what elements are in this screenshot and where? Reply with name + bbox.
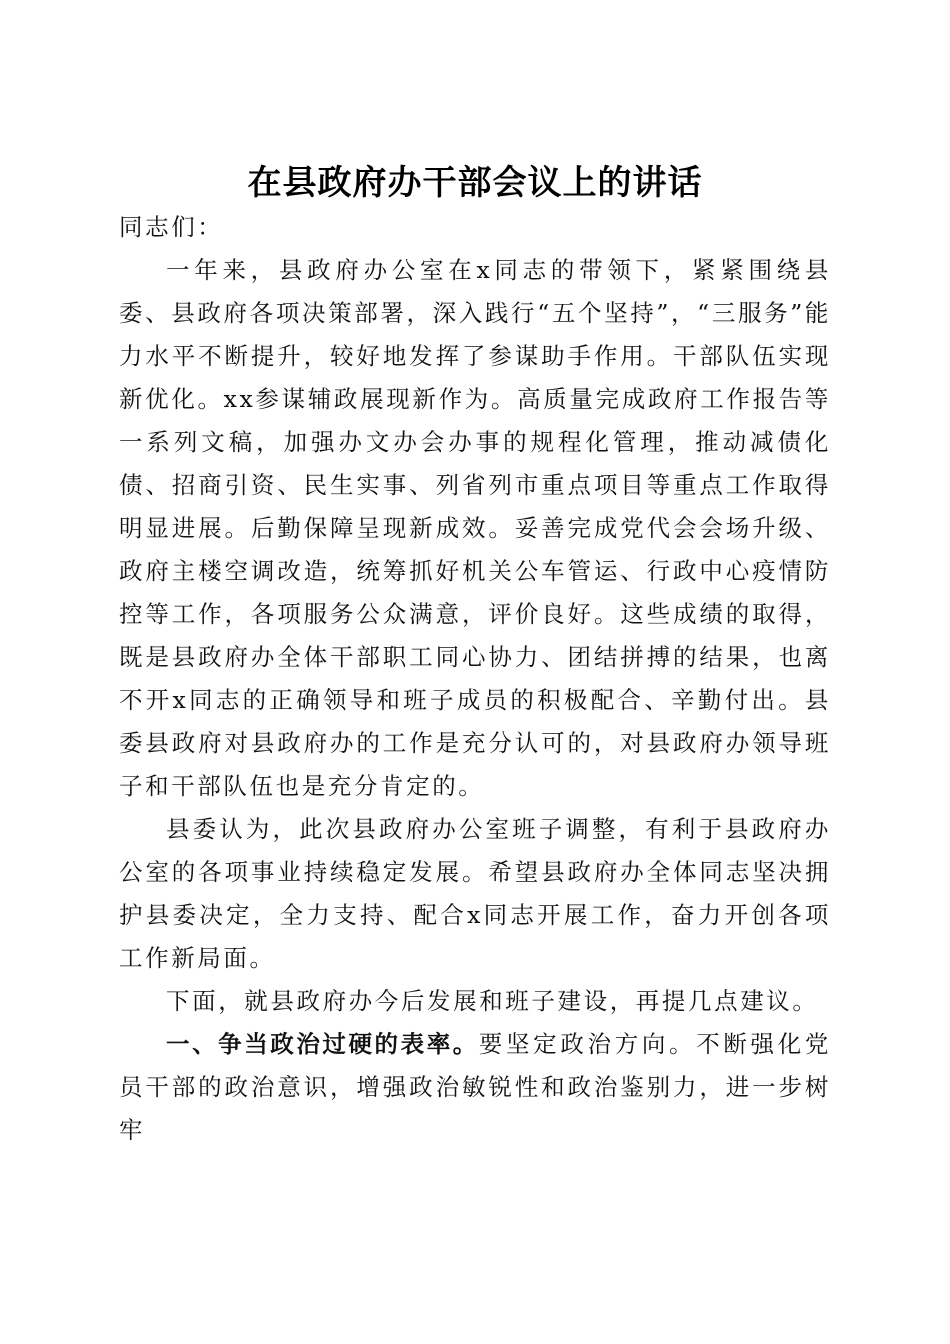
salutation: 同志们： — [119, 213, 224, 241]
document-body — [119, 206, 831, 1152]
paragraph-achievements: 一年来，县政府办公室在x同志的带领下，紧紧围绕县委、县政府各项决策部署，深入践行“五个坚持”，“三服务”能力水平不断提升，较好地发挥了参谋助手作用。干部队伍实现新优化。xx参谋辅政展现新作为。高质量完成政府工作报告等一系列文稿，加强办文办会办事的规程化管理，推动减债化债、招商引资、民生实事、列省列市重点项目等重点工作取得明显进展。后勤保障呈现新成效。妥善完成党代会会场升级、政府主楼空调改造，统筹抓好机关公车管运、行政中心疫情防控等工作，各项服务公众满意，评价良好。这些成绩的取得，既是县政府办全体干部职工同心协力、团结拼搏的结果，也离不开x同志的正确领导和班子成员的积极配合、辛勤付出。县委县政府对县政府办的工作是充分认可的，对县政府办领导班子和干部队伍也是充分肯定的。 — [119, 256, 831, 800]
paragraph-county-committee-view: 县委认为，此次县政府办公室班子调整，有利于县政府办公室的各项事业持续稳定发展。希望县政府办全体同志坚决拥护县委决定，全力支持、配合x同志开展工作，奋力开创各项工作新局面。 — [119, 815, 831, 972]
section-one-paragraph — [119, 1023, 831, 1152]
section-one-text: 要坚定政治方向。不断强化党员干部的政治意识，增强政治敏锐性和政治鉴别力，进一步树牢 — [119, 1030, 831, 1144]
document-title: 在县政府办干部会议上的讲话 — [247, 162, 703, 203]
section-one-heading: 一、争当政治过硬的表率。 — [166, 1030, 479, 1058]
paragraph-suggestions-intro: 下面，就县政府办今后发展和班子建设，再提几点建议。 — [166, 987, 819, 1015]
